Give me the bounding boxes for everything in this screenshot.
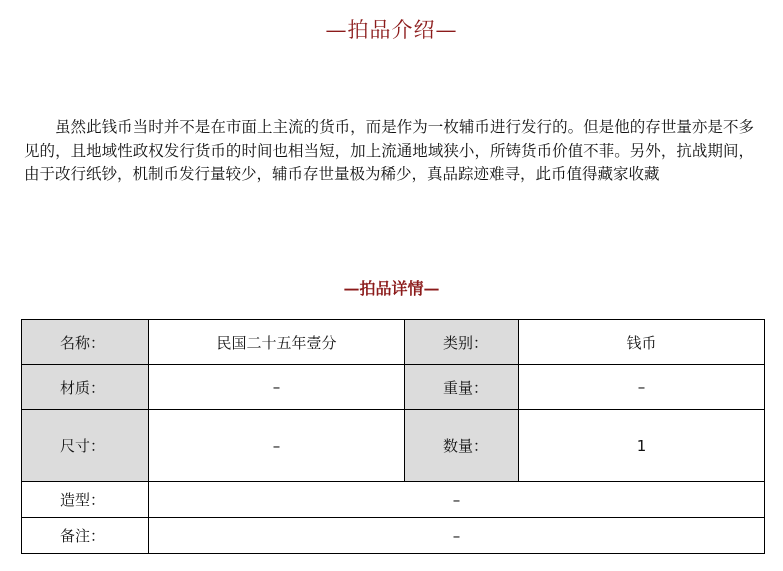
weight-label: 重量：	[405, 365, 519, 410]
category-value: 钱币	[519, 320, 765, 365]
details-table	[21, 319, 765, 554]
intro-paragraph: 虽然此钱币当时并不是在市面上主流的货币，而是作为一枚辅币进行发行的。但是他的存世量亦是不多见的，且地域性政权发行货币的时间也相当短，加上流通地域狭小，所铸货币价值不菲。另外，抗战期间，由于改行纸钞，机制币发行量较少，辅币存世量极为稀少，真品踪迹难寻，此币值得藏家收藏	[24, 118, 754, 183]
name-value: 民国二十五年壹分	[149, 320, 405, 365]
material-label: 材质：	[22, 365, 149, 410]
table-row	[22, 365, 765, 410]
table-row	[22, 410, 765, 482]
notes-value: –	[149, 518, 765, 554]
shape-label: 造型：	[22, 482, 149, 518]
quantity-value: 1	[519, 410, 765, 482]
table-row	[22, 518, 765, 554]
name-label: 名称：	[22, 320, 149, 365]
notes-label: 备注：	[22, 518, 149, 554]
size-label: 尺寸：	[22, 410, 149, 482]
category-label: 类别：	[405, 320, 519, 365]
intro-title: —拍品介绍—	[325, 18, 458, 42]
shape-value: –	[149, 482, 765, 518]
weight-value: –	[519, 365, 765, 410]
size-value: –	[149, 410, 405, 482]
quantity-label: 数量：	[405, 410, 519, 482]
material-value: –	[149, 365, 405, 410]
table-row	[22, 482, 765, 518]
details-title: —拍品详情—	[343, 279, 440, 298]
table-row	[22, 320, 765, 365]
